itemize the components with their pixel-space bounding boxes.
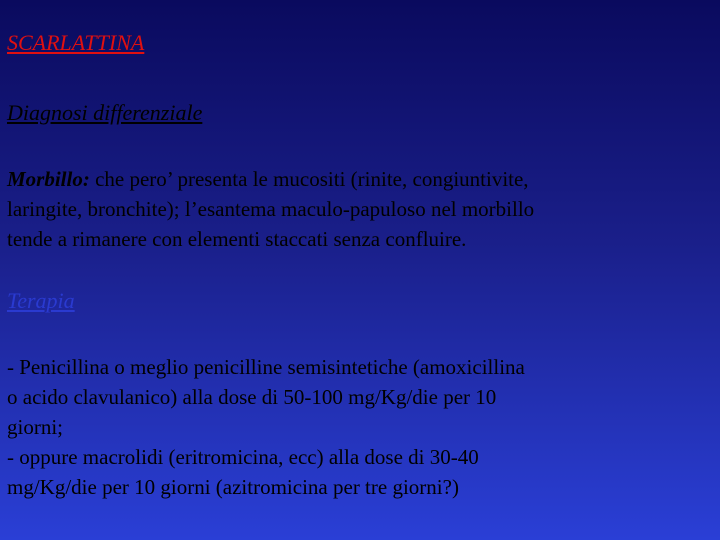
paragraph-lead: Morbillo:	[7, 167, 90, 191]
therapy-heading: Terapia	[7, 288, 75, 313]
paragraph-line-3: tende a rimanere con elementi staccati senza confluire.	[7, 227, 467, 251]
differential-diagnosis-paragraph	[7, 164, 713, 254]
section-subtitle: Diagnosi differenziale	[7, 100, 203, 125]
therapy-line-1: - Penicillina o meglio penicilline semisintetiche (amoxicillina	[7, 355, 525, 379]
therapy-line-5: mg/Kg/die per 10 giorni (azitromicina per tre giorni?)	[7, 475, 459, 499]
therapy-line-3: giorni;	[7, 415, 63, 439]
slide-title: SCARLATTINA	[7, 30, 145, 55]
therapy-line-2: o acido clavulanico) alla dose di 50-100 mg/Kg/die per 10	[7, 385, 497, 409]
therapy-text	[7, 352, 713, 502]
paragraph-line-1-text: che pero’ presenta le mucositi (rinite, congiuntivite,	[89, 167, 529, 191]
paragraph-line-1	[7, 164, 713, 194]
paragraph-line-2: laringite, bronchite); l’esantema maculo-papuloso nel morbillo	[7, 197, 535, 221]
therapy-line-4: - oppure macrolidi (eritromicina, ecc) alla dose di 30-40	[7, 445, 479, 469]
